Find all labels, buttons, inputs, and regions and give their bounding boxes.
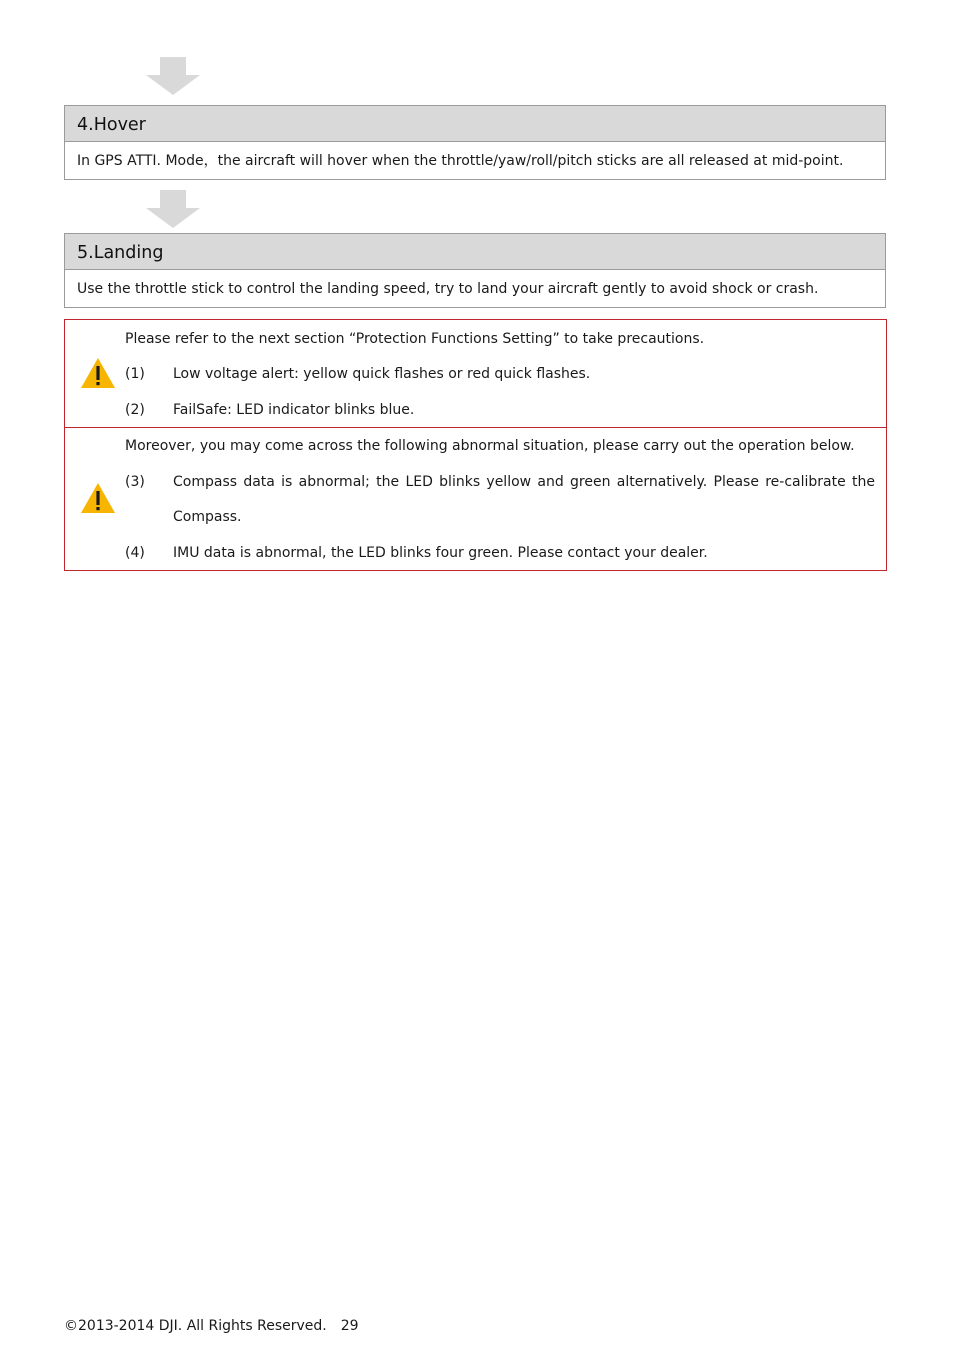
- step-hover-box: [64, 105, 886, 180]
- warning-section-abnormal: [65, 428, 886, 570]
- down-arrow-icon: [146, 57, 200, 95]
- warning-intro: Please refer to the next section “Protection Functions Setting” to take precautions.: [125, 331, 705, 347]
- warning-item-text: Compass data is abnormal; the LED blinks yellow and green alternatively. Please re-calibrate the: [173, 474, 875, 490]
- warning-icon: [80, 357, 116, 389]
- page-number: 29: [340, 1318, 359, 1334]
- warning-item-text: Low voltage alert: yellow quick flashes or red quick flashes.: [173, 366, 591, 382]
- step-description: Use the throttle stick to control the landing speed, try to land your aircraft gently to avoid shock or crash.: [77, 281, 819, 297]
- warning-item-number: (3): [125, 474, 145, 490]
- step-title: 4.Hover: [65, 106, 885, 142]
- warning-intro: Moreover, you may come across the following abnormal situation, please carry out the operation below.: [125, 438, 855, 454]
- warning-item-text: FailSafe: LED indicator blinks blue.: [173, 402, 415, 418]
- page-footer: [64, 1316, 359, 1336]
- warning-item-number: (1): [125, 366, 145, 382]
- warning-box: [64, 319, 887, 571]
- warning-item-number: (2): [125, 402, 145, 418]
- warning-icon: [80, 482, 116, 514]
- warning-section-protection: [65, 320, 886, 427]
- copyright-text: ©2013-2014 DJI. All Rights Reserved.: [64, 1318, 327, 1334]
- step-description: In GPS ATTI. Mode，the aircraft will hover when the throttle/yaw/roll/pitch sticks are all released at mid-point.: [77, 153, 844, 169]
- warning-item-continuation: Compass.: [173, 509, 242, 525]
- step-landing-box: [64, 233, 886, 308]
- warning-item-text: IMU data is abnormal, the LED blinks four green. Please contact your dealer.: [173, 545, 708, 561]
- warning-item-number: (4): [125, 545, 145, 561]
- down-arrow-icon: [146, 190, 200, 228]
- step-title: 5.Landing: [65, 234, 885, 270]
